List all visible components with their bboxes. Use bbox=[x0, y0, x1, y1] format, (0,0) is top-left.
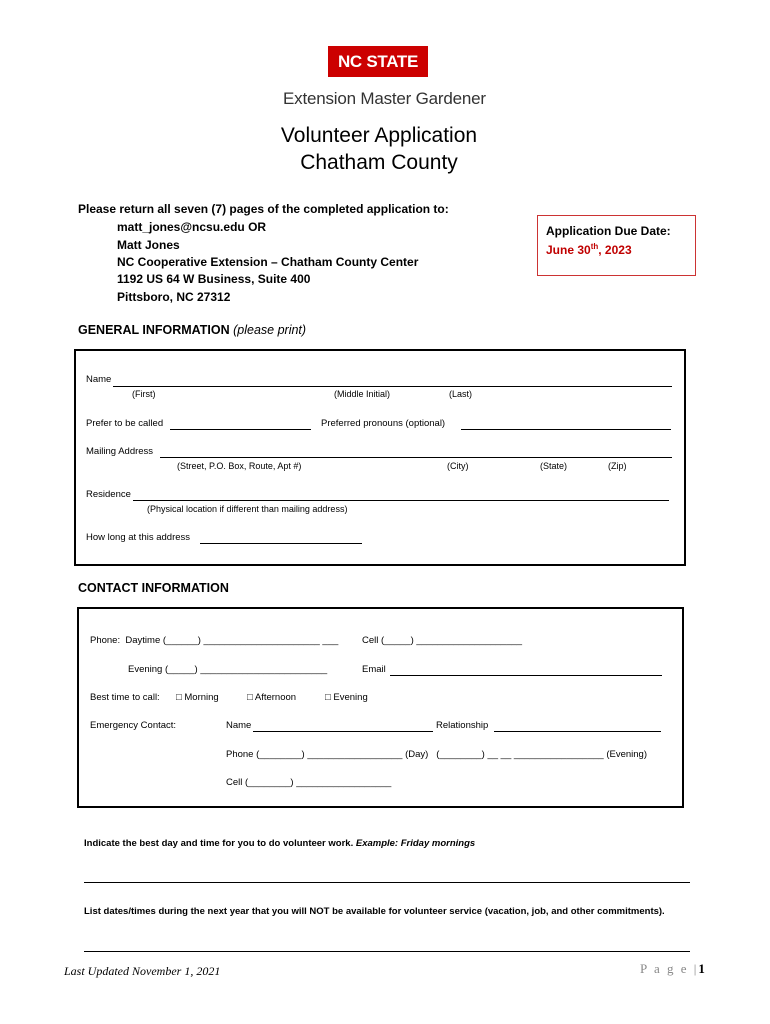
unavailable-instruction: List dates/times during the next year that you will NOT be available for volunteer service (vacation, job, and other commitments). bbox=[84, 906, 665, 917]
phone-daytime-field[interactable]: Phone: Daytime (______) ______________________ ___ bbox=[90, 635, 339, 646]
return-city: Pittsboro, NC 27312 bbox=[117, 290, 231, 304]
mailing-state-caption: (State) bbox=[540, 461, 568, 471]
email-label: Email bbox=[362, 664, 386, 675]
option-morning[interactable]: □ Morning bbox=[176, 692, 219, 703]
prefer-field[interactable] bbox=[170, 429, 311, 430]
return-org: NC Cooperative Extension – Chatham County Center bbox=[117, 255, 419, 269]
return-street: 1192 US 64 W Business, Suite 400 bbox=[117, 272, 311, 286]
page-title: Volunteer Application bbox=[280, 124, 478, 147]
how-long-field[interactable] bbox=[200, 543, 362, 544]
mailing-label: Mailing Address bbox=[86, 446, 154, 457]
program-name: Extension Master Gardener bbox=[283, 89, 486, 108]
return-instructions: Please return all seven (7) pages of the completed application to: bbox=[78, 202, 449, 216]
return-email: matt_jones@ncsu.edu OR bbox=[117, 220, 267, 234]
due-date-value: June 30th, 2023 bbox=[546, 242, 632, 257]
prefer-label: Prefer to be called bbox=[86, 418, 164, 429]
name-field[interactable] bbox=[113, 386, 672, 387]
option-afternoon[interactable]: □ Afternoon bbox=[247, 692, 297, 703]
mailing-street-caption: (Street, P.O. Box, Route, Apt #) bbox=[177, 461, 302, 471]
mailing-zip-caption: (Zip) bbox=[608, 461, 627, 471]
email-field[interactable] bbox=[390, 675, 662, 676]
pronouns-label: Preferred pronouns (optional) bbox=[321, 418, 446, 429]
name-last-caption: (Last) bbox=[449, 389, 473, 399]
due-date-label: Application Due Date: bbox=[546, 224, 671, 238]
name-middle-caption: (Middle Initial) bbox=[334, 389, 391, 399]
page-number: P a g e |1 bbox=[640, 961, 707, 976]
nc-state-logo: NC STATE bbox=[328, 46, 428, 77]
checkbox-icon[interactable]: □ bbox=[247, 692, 253, 703]
best-time-label: Best time to call: bbox=[90, 692, 160, 703]
unavailable-answer-line[interactable] bbox=[84, 951, 690, 952]
best-day-instruction: Indicate the best day and time for you to do volunteer work. Example: Friday mornings bbox=[84, 838, 476, 849]
emergency-name-field[interactable] bbox=[253, 731, 433, 732]
pronouns-field[interactable] bbox=[461, 429, 671, 430]
how-long-label: How long at this address bbox=[86, 532, 191, 543]
emergency-phone-field[interactable]: Phone (________) __________________ (Day) (________) __ __ _________________ (Evening) bbox=[226, 749, 647, 760]
phone-evening-field[interactable]: Evening (_____) ________________________ bbox=[128, 664, 328, 675]
residence-caption: (Physical location if different than mailing address) bbox=[147, 504, 348, 514]
emergency-cell-field[interactable]: Cell (________) __________________ bbox=[226, 777, 392, 788]
residence-field[interactable] bbox=[133, 500, 669, 501]
contact-info-heading: CONTACT INFORMATION bbox=[78, 581, 229, 595]
last-updated: Last Updated November 1, 2021 bbox=[64, 964, 221, 978]
page-subtitle: Chatham County bbox=[300, 151, 458, 174]
mailing-city-caption: (City) bbox=[447, 461, 469, 471]
option-evening[interactable]: □ Evening bbox=[325, 692, 368, 703]
general-info-heading: GENERAL INFORMATION (please print) bbox=[78, 323, 307, 337]
name-first-caption: (First) bbox=[132, 389, 156, 399]
name-label: Name bbox=[86, 374, 112, 385]
emergency-contact-label: Emergency Contact: bbox=[90, 720, 177, 731]
emergency-relationship-field[interactable] bbox=[494, 731, 661, 732]
residence-label: Residence bbox=[86, 489, 131, 500]
mailing-field[interactable] bbox=[160, 457, 672, 458]
cell-field[interactable]: Cell (_____) ____________________ bbox=[362, 635, 523, 646]
emergency-relationship-label: Relationship bbox=[436, 720, 489, 731]
checkbox-icon[interactable]: □ bbox=[325, 692, 331, 703]
return-contact-name: Matt Jones bbox=[117, 238, 180, 252]
emergency-name-label: Name bbox=[226, 720, 252, 731]
checkbox-icon[interactable]: □ bbox=[176, 692, 182, 703]
best-day-answer-line[interactable] bbox=[84, 882, 690, 883]
